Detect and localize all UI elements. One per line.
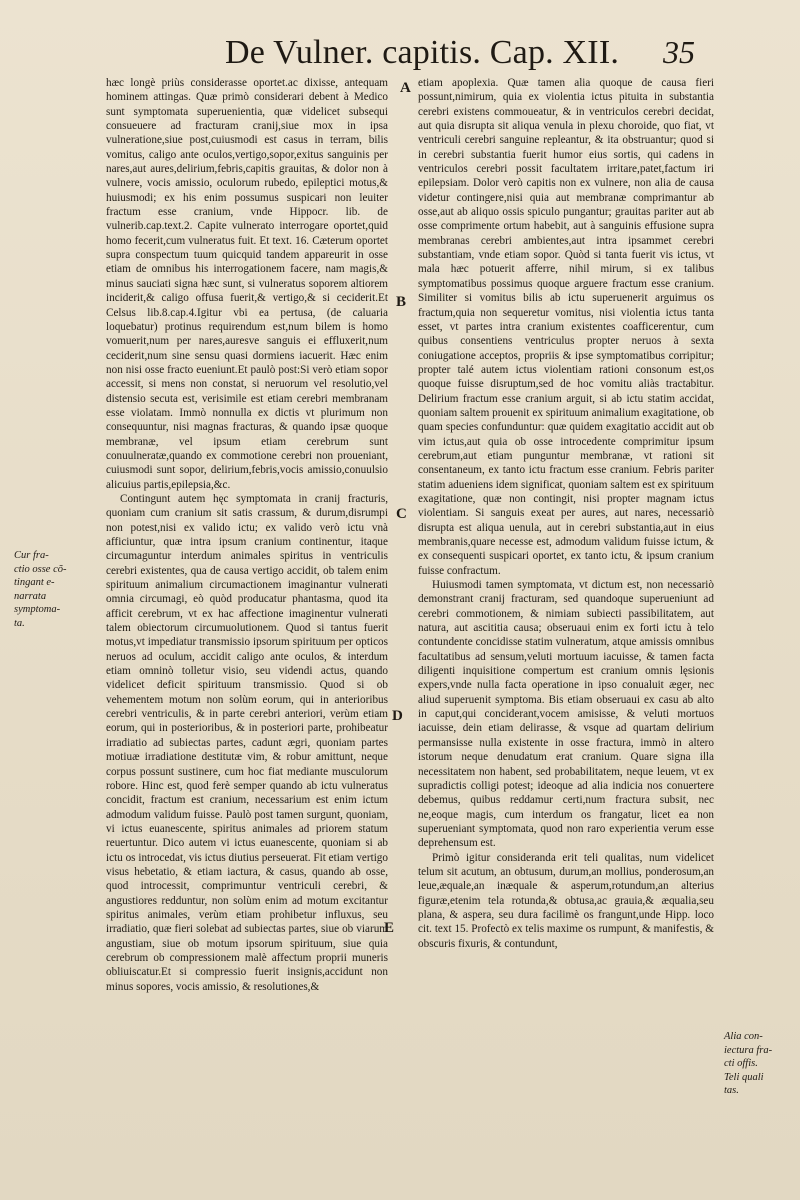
running-title: De Vulner. capitis. Cap. XII. — [225, 34, 620, 71]
folio-number: 35 — [663, 34, 695, 70]
left-column — [106, 76, 388, 994]
section-letter-d: D — [392, 708, 403, 724]
right-paragraph-1: etiam apoplexia. Quæ tamen alia quoque de causa fieri possunt,nimirum, quia ex violentia ictus pituita in substantia cerebri existens commoueatur, & in ventriculos cerebri decidat, aut quia disrupta sit aliqua venula in plexu choroide, quo fiat, vt ventriculi cerebri sanguine repleantur, & ita obstruantur; quod si in cerebri substantia fuerit humor eius sortis, qui cadens in ventriculos cerebri possit facultatem irritare,patet,factum iri epilepsiam. Dolor verò capitis non ex vulnere, non alia de causa videtur contingere,nisi quia aut membranæ comprimantur ab osse,aut ab aliquo ossis spiculo pungantur; grauitas pariter aut ab osse comprimente ortum habebit, aut à sanguinis effusione supra membranas cerebri ambientes,aut intra ipsammet cerebri substantiam, vnde etiam sopor. Quòd si tanta fuerit vis ictus, vt mala hæc potuerit afferre, nihil mirum, si ex talibus symptomatibus possimus quoque arguere fractum esse cranium. Similiter si vomitus bilis ab ictu superuenerit arguimus os fractum,quia non sequeretur vomitus, nisi violentia ictus tanta esset, vt partes intra cranium existentes coafficerentur, cum quibus consentiens ventriculus propter neruos à sexta coniugatione acceptos, propriis & ipse symptomatibus corripitur; propter talé autem ictus violentiam rationi consonum est,os quoque fuisse disruptum,sed de hoc vomitu aliàs tractabitur. Delirium fractum esse cranium arguit, si ab ictu statim accidat, quoniam saltem prouenit ex spirituum animalium exagitatione, ob quam species confunduntur: quæ quidem exagitatio accidit aut ob vim ictus,aut quia ob osse introcedente comprimitur ipsum cerebrum,aut etiam punguntur membranæ, vt rationi sit consentaneum, ex tanto ictu fractum esse cranium. Febris pariter statim adueniens idem significat, quoniam saltem est ex spirituum exagitatione, quæ non contingit, nisi propter magnam ictus violentiam. Si sanguis exeat per aures, aut nares, necessariò disrupta est aliqua uenula, aut in cerebri substantia,aut in eius membranis,quare necesse est, admodum validum fuisse ictum, & ex consequenti suspicari oportet, ex tanto ictu, & ipsum cranium fuisse confractum. — [418, 77, 714, 577]
margin-note-left: Cur fra- ctio osse cõ- tingant e- narrata symptoma- ta. — [14, 550, 67, 629]
left-paragraph-1: hæc longè priùs considerasse oportet.ac dixisse, antequam hominem attingas. Quæ primò considerari debent à Medico sunt symptomata superuenientia, quæ videlicet subsequi consueuere ad fracturam cranij,siue mox in ipsa vulneratione,siue post,cuiusmodi est casus in terram, bilis vomitus, caligo ante oculos,vertigo,sopor,exitus sanguinis per nares,aut aures,delirium,febris,capitis grauitas, & dolor non à vulnere, vocis amissio, oculorum rubedo, epileptici motus,& huiusmodi; ex his enim possumus suspicari non leuiter fractum esse cranium, vnde Hippocr. lib. de vulnerib.cap.text.2. Capite vulnerato interrogare oportet,quid homo fecerit,cum vulneratus fuit. Et text. 16. Cæterum oportet supra conspectum tuum quicquid tandem appareurit in osse etiam de omnibus his interrogationem facere, nam magis,& minus sauciati signa hæc sunt, si vulneratus soporem altiorem inciderit,& caligo offusa fuerit,& vertigo,& si ceciderit.Et Celsus lib.8.cap.4.Igitur vbi ea pertusa, (de caluaria loquebatur) protinus requirendum est,num bilem is homo vomuerit,num per nares,auresve sanguis ei effluxerit,num ceciderit,num sine sensu quasi dormiens iacuerit. Hæc enim non nisi osse fracto eueniunt.Et paulò post:Si verò etiam sopor accessit, si mens non constat, si neruorum vel resolutio,vel distensio secuta est, verisimile est etiam cerebri membranam esse violatam. Immò nonnulla ex dictis vt plurimum non consequuntur, nisi magnas fracturas, & quando ipsæ quoque membranæ, vel ipsum etiam cerebrum sunt conuulneratæ,quando ex commotione cerebri non proueniant, cuiusmodi sunt sopor, delirium,febris,vocis amissio,conuulsio alicuius partis,epilepsia,&c. — [106, 77, 388, 491]
left-paragraph-2: Contingunt autem hęc symptomata in cranij fracturis, quoniam cum cranium sit satis crassum, & durum,disrumpi non potest,nisi ex valido ictu; ex valido verò ictu vnà afficiuntur, quæ intra ipsum cranium continentur, itaque circumaguntur interdum animales spiritus in ventriculis cerebri existentes, qua de causa vertigo accidit, ob talem enim spirituum animalium circumactionem imaginantur vulnerati omnia circumagi, eò quòd producatur phantasma, quod ita afficit cerebrum, vt ex hac affectione imaginentur vulnerati talem obiectorum circumuolutionem. Quod si tantus fuerit motus,vt impediatur transmissio ipsorum spirituum per opticos neruos ad oculum, accidit caligo ante oculos, & interdum etiam omninò tolletur visio, seu videndi actus, quando videlicet deficit spirituum transmissio. Quod si ob vehementem motum non solùm eorum, qui in anterioribus cerebri ventriculis, & in parte cerebri anteriori, verùm etiam eorum, qui in posterioribus, & in posteriori parte, prohibeatur irradiatio ad subiectas partes, cadunt ægri, quoniam partes motiuæ irradiatione destitutæ vim, & robur amittunt, neque corpus possunt sustinere, cum hoc fiat mediante musculorum robore. Hinc est, quod ferè semper quando ab ictu vulneratus concidit, fractum est cranium, necessarium est enim ictum admodum validum fuisse. Paulò post tamen surgunt, quoniam, vi ictus euanescente, spiritus animales ad priorem statum reuertuntur. Dico autem vi ictus euanescente, quoniam si ab ictu os introcedat, vis ictus diutius perseuerat. Fit etiam vertigo visus hebetatio, & etiam iactura, & casus, quando ab osse, quod introcessit, comprimuntur ventriculi cerebri, & angustiores redduntur, non solùm enim ad motum excitantur spiritus animales, verùm etiam prohibetur influxus, seu irradiatio, quæ fieri solebat ad subiectas partes, siue ob viarum angustiam, siue ob motum ipsorum spirituum, siue quia cerebrum ob compressionem malè affectum proprii muneris obliuiscatur.Et si compressio fuerit insignis,accidunt non minus sopores, vocis amissio, & resolutiones,& — [106, 492, 388, 993]
right-paragraph-2: Huiusmodi tamen symptomata, vt dictum est, non necessariò demonstrant cranij fracturam, sed quandoque superueniunt ad cerebri commotionem, & nimiam subiecti passibilitatem, aut natura, aut ascititia causa; obseruaui enim ex forti ictu à telo contundente concidisse statim vulneratum, atque amissis omnibus facultatibus ad sensum,veluti mortuum iacuisse, & tamen facta diligenti inquisitione compertum est cranium omnis lęsionis expers,vnde nulla facta operatione in ipso conualuit æger, nec aliud superuenit symptoma. Bis etiam obseruaui ex casu ab alto in caput,qui conciderant,vocem amisisse, & veluti mortuos iacuisse, dein etiam delirasse, & vsque ad quartam delirium permansisse nulla existente in osse fractura, immò in altero istorum neque denudatum erat cranium. Quare signa illa necessitatem non habent, sed probabilitatem, neque leuem, vt ex supradictis colligi potest; ideoque ad alia indicia nos conuertere debemus, quibus reddamur certi,num fractura subsit, nec ne,eoque magis, cum interdum os frangatur, licet ea non superueniant symptomata, quod non raro experientia verum esse deprehensum est. — [418, 579, 714, 850]
section-letter-e: E — [384, 920, 395, 936]
page-header — [225, 34, 695, 74]
right-paragraph-3: Primò igitur consideranda erit teli qualitas, num videlicet telum sit acutum, an obtusum, durum,an mollius, ponderosum,an leue,æquale,an inæquale & asperum,rotundum,an alterius figuræ,etenim tela rotunda,& obtusa,ac grauia,& æqualia,seu plana, & aspera, seu dura facilimè os frangunt,unde Hipp. loco cit. text 15. Profectò ex telis maxime os rumpunt, & manifestis, & obscuris fixuris, & contundunt, — [418, 851, 714, 950]
section-letter-b: B — [396, 294, 407, 310]
section-letter-c: C — [396, 506, 407, 522]
section-letter-a: A — [400, 80, 411, 96]
margin-note-right: Alia con- iectura fra- cti offis. Teli quali tas. — [724, 1031, 773, 1096]
right-column — [418, 76, 714, 951]
